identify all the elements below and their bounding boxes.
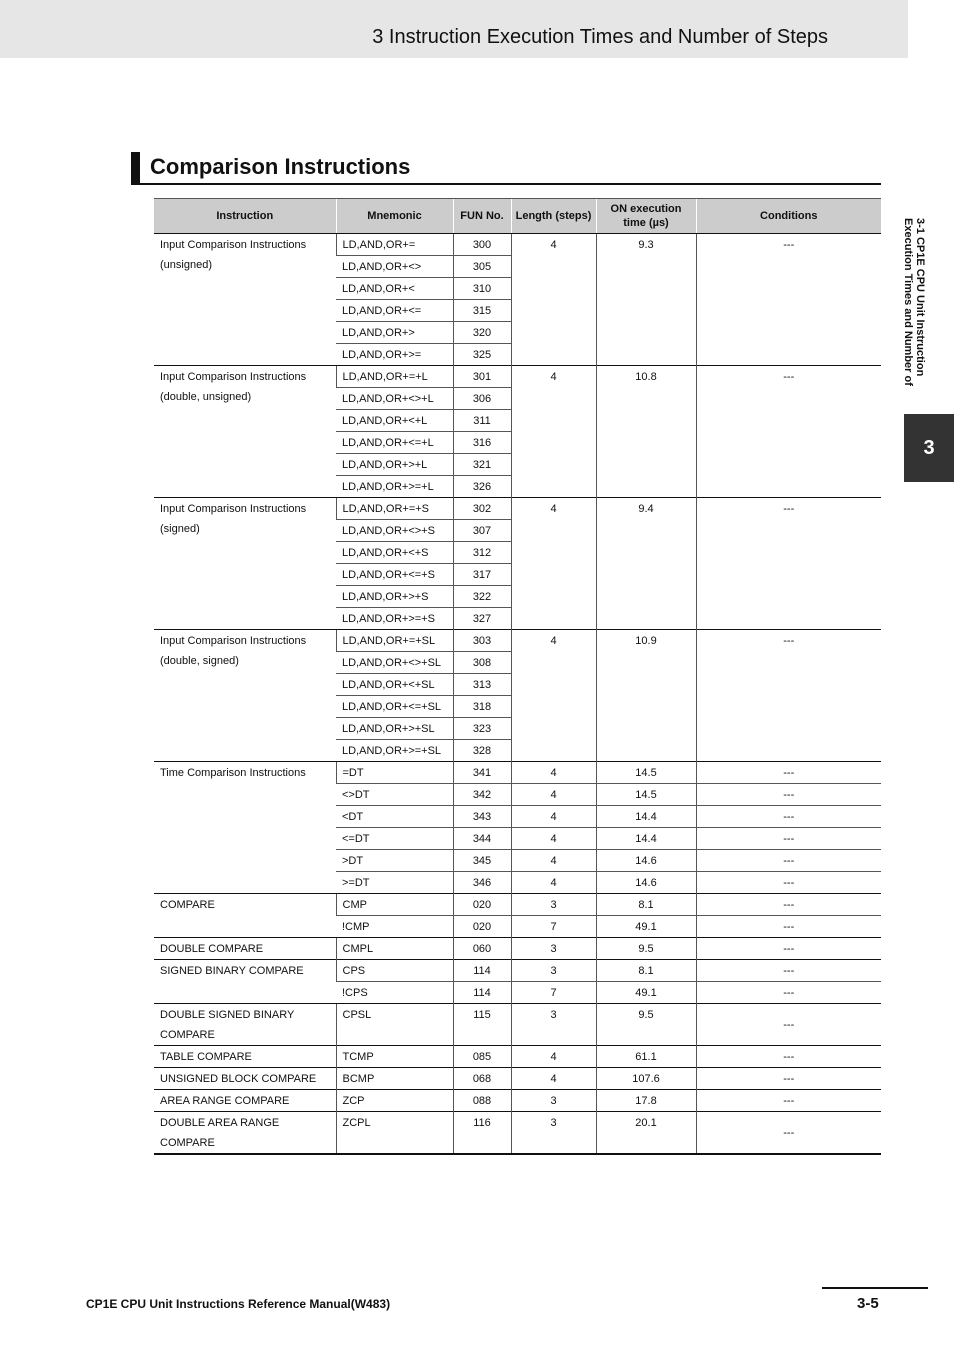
fun-no-cell: 115 — [453, 1004, 511, 1046]
fun-no-cell: 346 — [453, 872, 511, 894]
on-time-cell: 9.5 — [596, 938, 696, 960]
mnemonic-cell: LD,AND,OR+>=+S — [336, 608, 453, 630]
fun-no-cell: 312 — [453, 542, 511, 564]
table-row — [154, 630, 881, 652]
fun-no-cell: 325 — [453, 344, 511, 366]
on-time-cell: 49.1 — [596, 982, 696, 1004]
conditions-cell: --- — [696, 1090, 881, 1112]
fun-no-cell: 315 — [453, 300, 511, 322]
mnemonic-cell: LD,AND,OR+=+S — [336, 498, 453, 520]
col-conditions: Conditions — [696, 199, 881, 234]
chapter-tab: 3 — [904, 414, 954, 482]
on-time-cell: 8.1 — [596, 894, 696, 916]
mnemonic-cell: CPSL — [336, 1004, 453, 1046]
on-time-cell: 8.1 — [596, 960, 696, 982]
table-row — [154, 938, 881, 960]
fun-no-cell: 114 — [453, 982, 511, 1004]
fun-no-cell: 020 — [453, 916, 511, 938]
conditions-cell: --- — [696, 1046, 881, 1068]
mnemonic-cell: LD,AND,OR+>=+SL — [336, 740, 453, 762]
length-cell: 4 — [511, 234, 596, 366]
on-time-cell: 61.1 — [596, 1046, 696, 1068]
footer-manual-title: CP1E CPU Unit Instructions Reference Manual(W483) — [86, 1297, 391, 1311]
table-row — [154, 1090, 881, 1112]
mnemonic-cell: LD,AND,OR+<+SL — [336, 674, 453, 696]
instruction-cell: SIGNED BINARY COMPARE — [154, 960, 336, 1004]
fun-no-cell: 326 — [453, 476, 511, 498]
conditions-cell: --- — [696, 1112, 881, 1155]
mnemonic-cell: LD,AND,OR+>+S — [336, 586, 453, 608]
conditions-cell: --- — [696, 872, 881, 894]
mnemonic-cell: <DT — [336, 806, 453, 828]
mnemonic-cell: LD,AND,OR+>+SL — [336, 718, 453, 740]
header-band — [0, 0, 908, 58]
conditions-cell: --- — [696, 916, 881, 938]
fun-no-cell: 318 — [453, 696, 511, 718]
length-cell: 4 — [511, 1046, 596, 1068]
length-cell: 3 — [511, 1112, 596, 1155]
length-cell: 3 — [511, 1004, 596, 1046]
fun-no-cell: 301 — [453, 366, 511, 388]
col-on-time: ON execution time (µs) — [596, 199, 696, 234]
mnemonic-cell: LD,AND,OR+> — [336, 322, 453, 344]
mnemonic-cell: !CMP — [336, 916, 453, 938]
length-cell: 4 — [511, 828, 596, 850]
length-cell: 4 — [511, 762, 596, 784]
footer-rule — [822, 1287, 928, 1289]
comparison-instructions-table — [154, 198, 881, 1155]
on-time-cell: 20.1 — [596, 1112, 696, 1155]
table-row — [154, 894, 881, 916]
length-cell: 4 — [511, 1068, 596, 1090]
length-cell: 3 — [511, 938, 596, 960]
fun-no-cell: 306 — [453, 388, 511, 410]
conditions-cell: --- — [696, 894, 881, 916]
instruction-cell: Input Comparison Instructions (double, unsigned) — [154, 366, 336, 498]
fun-no-cell: 344 — [453, 828, 511, 850]
mnemonic-cell: LD,AND,OR+<>+S — [336, 520, 453, 542]
mnemonic-cell: >DT — [336, 850, 453, 872]
instruction-cell: TABLE COMPARE — [154, 1046, 336, 1068]
conditions-cell: --- — [696, 234, 881, 366]
table-header-row — [154, 199, 881, 234]
instruction-cell: COMPARE — [154, 894, 336, 938]
instruction-cell: DOUBLE SIGNED BINARY COMPARE — [154, 1004, 336, 1046]
conditions-cell: --- — [696, 366, 881, 498]
fun-no-cell: 328 — [453, 740, 511, 762]
on-time-cell: 10.9 — [596, 630, 696, 762]
col-instruction: Instruction — [154, 199, 336, 234]
table-row — [154, 762, 881, 784]
mnemonic-cell: <>DT — [336, 784, 453, 806]
fun-no-cell: 303 — [453, 630, 511, 652]
mnemonic-cell: CMP — [336, 894, 453, 916]
fun-no-cell: 305 — [453, 256, 511, 278]
instruction-cell: Input Comparison Instructions (double, signed) — [154, 630, 336, 762]
conditions-cell: --- — [696, 982, 881, 1004]
fun-no-cell: 327 — [453, 608, 511, 630]
col-length: Length (steps) — [511, 199, 596, 234]
mnemonic-cell: LD,AND,OR+<> — [336, 256, 453, 278]
instruction-cell: DOUBLE AREA RANGE COMPARE — [154, 1112, 336, 1155]
length-cell: 4 — [511, 850, 596, 872]
mnemonic-cell: TCMP — [336, 1046, 453, 1068]
length-cell: 4 — [511, 366, 596, 498]
conditions-cell: --- — [696, 850, 881, 872]
table-row — [154, 366, 881, 388]
col-mnemonic: Mnemonic — [336, 199, 453, 234]
table-row — [154, 498, 881, 520]
on-time-cell: 14.6 — [596, 850, 696, 872]
side-section-label: 3-1 CP1E CPU Unit Instruction Execution Times and Number of — [902, 218, 926, 386]
on-time-cell: 9.4 — [596, 498, 696, 630]
fun-no-cell: 085 — [453, 1046, 511, 1068]
mnemonic-cell: CPS — [336, 960, 453, 982]
length-cell: 3 — [511, 894, 596, 916]
table-row — [154, 1112, 881, 1155]
conditions-cell: --- — [696, 1004, 881, 1046]
fun-no-cell: 322 — [453, 586, 511, 608]
mnemonic-cell: LD,AND,OR+=+L — [336, 366, 453, 388]
mnemonic-cell: !CPS — [336, 982, 453, 1004]
conditions-cell: --- — [696, 938, 881, 960]
mnemonic-cell: LD,AND,OR+<=+S — [336, 564, 453, 586]
length-cell: 7 — [511, 982, 596, 1004]
length-cell: 4 — [511, 872, 596, 894]
chapter-title: 3 Instruction Execution Times and Number of Steps — [372, 26, 828, 48]
fun-no-cell: 311 — [453, 410, 511, 432]
length-cell: 4 — [511, 806, 596, 828]
on-time-cell: 9.5 — [596, 1004, 696, 1046]
conditions-cell: --- — [696, 806, 881, 828]
fun-no-cell: 302 — [453, 498, 511, 520]
conditions-cell: --- — [696, 1068, 881, 1090]
table-row — [154, 1068, 881, 1090]
fun-no-cell: 308 — [453, 652, 511, 674]
table-row — [154, 960, 881, 982]
on-time-cell: 10.8 — [596, 366, 696, 498]
mnemonic-cell: LD,AND,OR+<=+SL — [336, 696, 453, 718]
fun-no-cell: 060 — [453, 938, 511, 960]
section-title: Comparison Instructions — [150, 154, 411, 179]
fun-no-cell: 321 — [453, 454, 511, 476]
fun-no-cell: 300 — [453, 234, 511, 256]
instruction-cell: Input Comparison Instructions (signed) — [154, 498, 336, 630]
mnemonic-cell: LD,AND,OR+>+L — [336, 454, 453, 476]
mnemonic-cell: LD,AND,OR+>= — [336, 344, 453, 366]
on-time-cell: 14.4 — [596, 828, 696, 850]
mnemonic-cell: =DT — [336, 762, 453, 784]
col-fun-no: FUN No. — [453, 199, 511, 234]
on-time-cell: 14.6 — [596, 872, 696, 894]
instruction-cell: AREA RANGE COMPARE — [154, 1090, 336, 1112]
on-time-cell: 14.4 — [596, 806, 696, 828]
page-number: 3-5 — [857, 1295, 879, 1312]
fun-no-cell: 310 — [453, 278, 511, 300]
conditions-cell: --- — [696, 498, 881, 630]
fun-no-cell: 088 — [453, 1090, 511, 1112]
section-marker — [131, 152, 140, 184]
mnemonic-cell: ZCP — [336, 1090, 453, 1112]
mnemonic-cell: <=DT — [336, 828, 453, 850]
fun-no-cell: 020 — [453, 894, 511, 916]
fun-no-cell: 313 — [453, 674, 511, 696]
instruction-cell: DOUBLE COMPARE — [154, 938, 336, 960]
fun-no-cell: 345 — [453, 850, 511, 872]
fun-no-cell: 320 — [453, 322, 511, 344]
instruction-cell: Input Comparison Instructions (unsigned) — [154, 234, 336, 366]
fun-no-cell: 114 — [453, 960, 511, 982]
table-row — [154, 1004, 881, 1046]
mnemonic-cell: ZCPL — [336, 1112, 453, 1155]
conditions-cell: --- — [696, 960, 881, 982]
mnemonic-cell: LD,AND,OR+< — [336, 278, 453, 300]
mnemonic-cell: LD,AND,OR+<>+SL — [336, 652, 453, 674]
instruction-cell: UNSIGNED BLOCK COMPARE — [154, 1068, 336, 1090]
mnemonic-cell: LD,AND,OR+<= — [336, 300, 453, 322]
fun-no-cell: 307 — [453, 520, 511, 542]
length-cell: 7 — [511, 916, 596, 938]
table-row — [154, 1046, 881, 1068]
conditions-cell: --- — [696, 630, 881, 762]
on-time-cell: 107.6 — [596, 1068, 696, 1090]
mnemonic-cell: LD,AND,OR+<>+L — [336, 388, 453, 410]
instruction-cell: Time Comparison Instructions — [154, 762, 336, 894]
conditions-cell: --- — [696, 784, 881, 806]
mnemonic-cell: BCMP — [336, 1068, 453, 1090]
mnemonic-cell: >=DT — [336, 872, 453, 894]
mnemonic-cell: LD,AND,OR+<=+L — [336, 432, 453, 454]
mnemonic-cell: LD,AND,OR+=+SL — [336, 630, 453, 652]
table-row — [154, 234, 881, 256]
mnemonic-cell: LD,AND,OR+<+L — [336, 410, 453, 432]
on-time-cell: 49.1 — [596, 916, 696, 938]
on-time-cell: 14.5 — [596, 762, 696, 784]
fun-no-cell: 068 — [453, 1068, 511, 1090]
fun-no-cell: 323 — [453, 718, 511, 740]
fun-no-cell: 116 — [453, 1112, 511, 1155]
length-cell: 4 — [511, 498, 596, 630]
fun-no-cell: 317 — [453, 564, 511, 586]
fun-no-cell: 341 — [453, 762, 511, 784]
on-time-cell: 9.3 — [596, 234, 696, 366]
fun-no-cell: 343 — [453, 806, 511, 828]
fun-no-cell: 316 — [453, 432, 511, 454]
on-time-cell: 17.8 — [596, 1090, 696, 1112]
length-cell: 4 — [511, 630, 596, 762]
on-time-cell: 14.5 — [596, 784, 696, 806]
mnemonic-cell: LD,AND,OR+>=+L — [336, 476, 453, 498]
length-cell: 3 — [511, 1090, 596, 1112]
conditions-cell: --- — [696, 762, 881, 784]
length-cell: 4 — [511, 784, 596, 806]
conditions-cell: --- — [696, 828, 881, 850]
mnemonic-cell: LD,AND,OR+<+S — [336, 542, 453, 564]
section-rule — [131, 183, 881, 185]
length-cell: 3 — [511, 960, 596, 982]
fun-no-cell: 342 — [453, 784, 511, 806]
mnemonic-cell: CMPL — [336, 938, 453, 960]
mnemonic-cell: LD,AND,OR+= — [336, 234, 453, 256]
